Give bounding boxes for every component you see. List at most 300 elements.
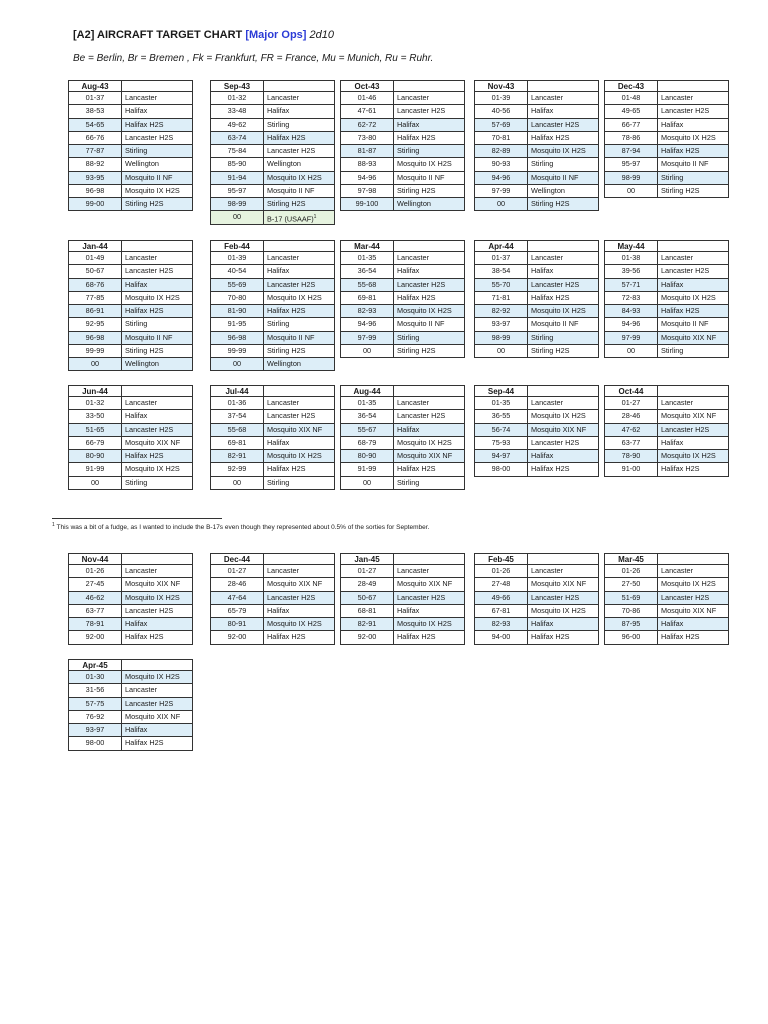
aircraft-cell (394, 332, 464, 344)
month-table-header (68, 240, 193, 252)
table-row (68, 477, 193, 490)
aircraft-cell (122, 565, 192, 577)
aircraft-name: Halifax (397, 605, 420, 615)
aircraft-cell (264, 292, 334, 304)
dice-range: 01-37 (69, 92, 122, 104)
aircraft-cell (264, 578, 334, 590)
table-row (68, 292, 193, 305)
table-row (474, 198, 599, 211)
table-row (474, 172, 599, 185)
month-table-header (68, 553, 193, 565)
table-row (68, 185, 193, 198)
aircraft-name: Lancaster H2S (531, 437, 580, 447)
month-label: Apr-45 (69, 660, 122, 670)
month-label: Mar-45 (605, 554, 658, 564)
aircraft-name: Lancaster (125, 685, 158, 695)
table-row (340, 279, 465, 292)
aircraft-name: Lancaster H2S (661, 266, 710, 276)
aircraft-name: Stirling (267, 319, 290, 329)
dice-range: 00 (69, 477, 122, 489)
aircraft-cell (122, 463, 192, 475)
dice-range: 47-61 (341, 105, 394, 117)
aircraft-name: Lancaster H2S (125, 266, 174, 276)
table-row (604, 265, 729, 278)
aircraft-name: Mosquito XIX NF (125, 711, 181, 721)
table-row (604, 105, 729, 118)
aircraft-cell (122, 119, 192, 131)
dice-range: 69-81 (211, 437, 264, 449)
aircraft-name: Lancaster (531, 253, 564, 262)
dice-range: 50-67 (69, 265, 122, 277)
header-blank (264, 554, 334, 564)
aircraft-cell (122, 437, 192, 449)
table-row (68, 437, 193, 450)
month-table (68, 659, 193, 751)
month-label: Aug-43 (69, 81, 122, 91)
aircraft-cell (122, 265, 192, 277)
footnote (52, 522, 429, 531)
aircraft-cell (658, 424, 728, 436)
dice-range: 40-56 (475, 105, 528, 117)
dice-range: 01-39 (475, 92, 528, 104)
table-row (474, 463, 599, 476)
aircraft-name: Lancaster H2S (125, 424, 174, 434)
dice-range: 01-27 (341, 565, 394, 577)
aircraft-cell (528, 198, 598, 210)
dice-range: 01-38 (605, 252, 658, 264)
dice-range: 55-69 (211, 279, 264, 291)
aircraft-cell (264, 358, 334, 370)
aircraft-cell (264, 211, 334, 223)
aircraft-name: Stirling H2S (267, 345, 306, 355)
aircraft-name: Lancaster H2S (397, 411, 446, 421)
dice-range: 27-45 (69, 578, 122, 590)
aircraft-name: Mosquito XIX NF (397, 579, 453, 589)
aircraft-cell (394, 105, 464, 117)
table-row (210, 592, 335, 605)
aircraft-cell (394, 279, 464, 291)
aircraft-name: Lancaster (267, 253, 300, 262)
table-row (604, 185, 729, 198)
aircraft-name: Halifax H2S (661, 632, 700, 642)
month-table (68, 80, 193, 211)
header-blank (394, 81, 464, 91)
month-table (604, 240, 729, 358)
aircraft-cell (264, 172, 334, 184)
table-row (474, 565, 599, 578)
month-table (340, 553, 465, 645)
month-table-header (340, 385, 465, 397)
table-row (68, 119, 193, 132)
aircraft-name: Lancaster (661, 566, 694, 575)
aircraft-cell (658, 172, 728, 184)
dice-range: 57-69 (475, 119, 528, 131)
dice-range: 49-66 (475, 592, 528, 604)
aircraft-name: Halifax H2S (267, 306, 306, 315)
table-row (340, 592, 465, 605)
aircraft-cell (264, 252, 334, 264)
aircraft-cell (528, 172, 598, 184)
aircraft-cell (658, 158, 728, 170)
table-row (604, 252, 729, 265)
aircraft-name: Lancaster (661, 93, 694, 102)
aircraft-cell (264, 119, 334, 131)
aircraft-name: Halifax (661, 119, 684, 129)
header-blank (264, 241, 334, 251)
aircraft-cell (528, 592, 598, 604)
header-blank (122, 81, 192, 91)
aircraft-name: Mosquito IX H2S (267, 292, 322, 302)
aircraft-cell (658, 292, 728, 304)
month-table (604, 80, 729, 198)
table-row (210, 578, 335, 591)
dice-range: 68-81 (341, 605, 394, 617)
table-row (340, 265, 465, 278)
aircraft-cell (528, 565, 598, 577)
table-row (210, 265, 335, 278)
aircraft-cell (264, 605, 334, 617)
table-row (604, 92, 729, 105)
dice-range: 78-86 (605, 132, 658, 144)
dice-range: 00 (211, 211, 264, 223)
month-table (210, 385, 335, 490)
aircraft-name: Wellington (125, 359, 159, 368)
table-row (604, 119, 729, 132)
table-row (210, 305, 335, 318)
dice-range: 81-87 (341, 145, 394, 157)
aircraft-cell (528, 279, 598, 291)
aircraft-cell (658, 265, 728, 277)
month-table (340, 385, 465, 490)
table-row (68, 105, 193, 118)
dice-range: 49-65 (605, 105, 658, 117)
aircraft-name: Halifax (397, 266, 420, 276)
aircraft-cell (658, 450, 728, 462)
dice-range: 87-95 (605, 618, 658, 630)
dice-range: 91-95 (211, 318, 264, 330)
table-row (68, 592, 193, 605)
aircraft-name: Halifax H2S (397, 632, 436, 642)
aircraft-cell (264, 345, 334, 357)
month-table-header (68, 385, 193, 397)
aircraft-name: Mosquito IX H2S (531, 146, 586, 155)
month-table (474, 553, 599, 645)
aircraft-cell (122, 477, 192, 489)
aircraft-cell (658, 410, 728, 422)
aircraft-name: Stirling (397, 477, 420, 487)
aircraft-name: Halifax (531, 106, 554, 116)
dice-range: 01-35 (475, 397, 528, 409)
aircraft-cell (658, 578, 728, 590)
aircraft-name: Mosquito XIX NF (125, 437, 181, 447)
aircraft-cell (264, 631, 334, 643)
month-table-header (340, 553, 465, 565)
table-row (68, 358, 193, 371)
aircraft-name: Mosquito IX H2S (267, 451, 322, 460)
dice-range: 82-91 (341, 618, 394, 630)
aircraft-name: Lancaster (531, 398, 564, 407)
table-row (68, 605, 193, 618)
aircraft-cell (264, 158, 334, 170)
table-row (604, 618, 729, 631)
aircraft-name: Halifax (267, 605, 290, 615)
aircraft-cell (528, 92, 598, 104)
aircraft-name: Halifax H2S (125, 119, 164, 129)
aircraft-cell (264, 410, 334, 422)
aircraft-name: Lancaster H2S (531, 592, 580, 602)
month-table-header (474, 80, 599, 92)
table-row (340, 305, 465, 318)
dice-range: 94-96 (341, 318, 394, 330)
dice-range: 00 (475, 198, 528, 210)
dice-range: 36-54 (341, 265, 394, 277)
table-row (68, 305, 193, 318)
aircraft-cell (394, 318, 464, 330)
aircraft-name: Mosquito XIX NF (267, 579, 323, 589)
table-row (474, 185, 599, 198)
dice-range: 97-99 (605, 332, 658, 344)
dice-range: 55-68 (211, 424, 264, 436)
aircraft-cell (528, 631, 598, 643)
dice-range: 88-92 (69, 158, 122, 170)
aircraft-cell (528, 463, 598, 475)
aircraft-name: Mosquito IX H2S (531, 306, 586, 315)
dice-range: 63-77 (605, 437, 658, 449)
aircraft-name: Wellington (267, 359, 301, 368)
aircraft-cell (394, 578, 464, 590)
header-blank (658, 81, 728, 91)
header-blank (394, 554, 464, 564)
dice-range: 77-85 (69, 292, 122, 304)
aircraft-name: Mosquito IX H2S (125, 672, 180, 681)
aircraft-name: Stirling (125, 319, 148, 329)
table-row (604, 132, 729, 145)
dice-range: 01-37 (475, 252, 528, 264)
aircraft-cell (264, 185, 334, 197)
table-row (604, 631, 729, 644)
aircraft-name: Wellington (397, 199, 431, 208)
dice-range: 92-99 (211, 463, 264, 475)
dice-range: 73-80 (341, 132, 394, 144)
aircraft-cell (264, 618, 334, 630)
aircraft-name: Stirling H2S (661, 185, 700, 195)
aircraft-name: Mosquito IX H2S (531, 411, 586, 421)
aircraft-cell (122, 605, 192, 617)
aircraft-cell (528, 292, 598, 304)
dice-range: 96-98 (69, 332, 122, 344)
aircraft-name: Lancaster (267, 93, 300, 102)
aircraft-cell (528, 265, 598, 277)
aircraft-cell (394, 410, 464, 422)
aircraft-cell (122, 252, 192, 264)
dice-range: 01-35 (341, 252, 394, 264)
month-label: Jan-44 (69, 241, 122, 251)
header-blank (122, 386, 192, 396)
aircraft-cell (658, 132, 728, 144)
table-row (604, 145, 729, 158)
aircraft-cell (122, 172, 192, 184)
aircraft-name: Lancaster (267, 398, 300, 407)
aircraft-name: Lancaster (267, 566, 300, 575)
aircraft-name: Stirling (125, 146, 148, 155)
month-label: Oct-43 (341, 81, 394, 91)
table-row (210, 565, 335, 578)
header-blank (528, 554, 598, 564)
aircraft-name: Mosquito II NF (125, 332, 173, 342)
table-row (68, 724, 193, 737)
aircraft-cell (122, 345, 192, 357)
aircraft-name: Lancaster H2S (125, 132, 174, 142)
dice-range: 75-93 (475, 437, 528, 449)
aircraft-cell (528, 605, 598, 617)
dice-range: 80-90 (69, 450, 122, 462)
aircraft-name: Halifax (661, 437, 684, 447)
table-row (474, 145, 599, 158)
dice-range: 28-46 (605, 410, 658, 422)
aircraft-cell (658, 185, 728, 197)
table-row (474, 592, 599, 605)
dice-range: 01-36 (211, 397, 264, 409)
aircraft-name: Halifax (397, 424, 420, 434)
table-row (210, 198, 335, 211)
table-row (474, 450, 599, 463)
aircraft-name: Lancaster H2S (267, 279, 316, 289)
aircraft-name: Stirling H2S (397, 345, 436, 355)
aircraft-name: Halifax H2S (397, 292, 436, 302)
table-row (340, 463, 465, 476)
footnote-reference: 1 (313, 214, 317, 221)
aircraft-name: Mosquito IX H2S (397, 306, 452, 315)
aircraft-cell (264, 305, 334, 317)
table-row (474, 605, 599, 618)
aircraft-name: Halifax (125, 411, 148, 421)
table-row (210, 92, 335, 105)
aircraft-cell (394, 305, 464, 317)
dice-range: 54-65 (69, 119, 122, 131)
table-row (340, 410, 465, 423)
dice-range: 94-96 (605, 318, 658, 330)
aircraft-cell (658, 332, 728, 344)
aircraft-name: Halifax H2S (125, 632, 164, 642)
dice-range: 92-00 (341, 631, 394, 643)
dice-range: 66-77 (605, 119, 658, 131)
dice-range: 55-70 (475, 279, 528, 291)
month-label: Dec-44 (211, 554, 264, 564)
aircraft-name: B-17 (USAAF) (267, 214, 314, 224)
dice-range: 88-93 (341, 158, 394, 170)
table-row (604, 158, 729, 171)
table-row (604, 463, 729, 476)
dice-range: 92-00 (69, 631, 122, 643)
aircraft-cell (122, 724, 192, 736)
aircraft-name: Mosquito II NF (661, 319, 709, 329)
aircraft-cell (264, 565, 334, 577)
table-row (210, 358, 335, 371)
aircraft-name: Mosquito IX H2S (661, 451, 716, 460)
table-row (604, 318, 729, 331)
dice-range: 00 (69, 358, 122, 370)
table-row (604, 437, 729, 450)
month-table-header (474, 553, 599, 565)
table-row (210, 105, 335, 118)
header-blank (658, 554, 728, 564)
aircraft-cell (122, 292, 192, 304)
month-table (604, 553, 729, 645)
table-row (68, 158, 193, 171)
aircraft-cell (528, 252, 598, 264)
dice-range: 27-48 (475, 578, 528, 590)
dice-range: 94-97 (475, 450, 528, 462)
aircraft-name: Stirling (267, 119, 290, 129)
aircraft-cell (122, 92, 192, 104)
aircraft-name: Halifax H2S (531, 292, 570, 302)
month-table-header (210, 385, 335, 397)
month-table-header (474, 385, 599, 397)
aircraft-cell (658, 397, 728, 409)
table-row (68, 92, 193, 105)
table-row (210, 397, 335, 410)
dice-range: 97-98 (341, 185, 394, 197)
dice-range: 91-94 (211, 172, 264, 184)
aircraft-name: Halifax (397, 119, 420, 129)
aircraft-name: Halifax H2S (531, 464, 570, 474)
table-row (68, 565, 193, 578)
aircraft-cell (122, 105, 192, 117)
aircraft-name: Mosquito IX H2S (397, 619, 452, 628)
table-row (340, 631, 465, 644)
aircraft-cell (122, 711, 192, 723)
dice-range: 51-65 (69, 424, 122, 436)
month-label: Jun-44 (69, 386, 122, 396)
dice-range: 01-32 (211, 92, 264, 104)
aircraft-name: Stirling H2S (125, 345, 164, 355)
dice-range: 01-30 (69, 671, 122, 683)
table-row (474, 265, 599, 278)
dice-range: 01-46 (341, 92, 394, 104)
dice-range: 28-49 (341, 578, 394, 590)
table-row (68, 172, 193, 185)
aircraft-cell (122, 158, 192, 170)
footnote-text: This was a bit of a fudge, as I wanted to include the B-17s even though they represented about 0.5% of the sorties for September. (56, 524, 430, 532)
table-row (68, 424, 193, 437)
aircraft-cell (264, 265, 334, 277)
aircraft-name: Halifax (267, 437, 290, 447)
aircraft-cell (122, 198, 192, 210)
aircraft-name: Mosquito XIX NF (267, 424, 323, 434)
table-row (340, 578, 465, 591)
aircraft-cell (528, 145, 598, 157)
aircraft-name: Lancaster H2S (397, 279, 446, 289)
dice-range: 63-74 (211, 132, 264, 144)
aircraft-cell (394, 565, 464, 577)
dice-range: 36-54 (341, 410, 394, 422)
table-row (604, 172, 729, 185)
table-row (474, 158, 599, 171)
aircraft-name: Lancaster H2S (397, 592, 446, 602)
table-row (340, 105, 465, 118)
aircraft-name: Mosquito IX H2S (125, 464, 180, 474)
aircraft-name: Lancaster H2S (661, 424, 710, 434)
dice-range: 80-90 (341, 450, 394, 462)
dice-range: 70-81 (475, 132, 528, 144)
table-row (210, 410, 335, 423)
table-row (68, 252, 193, 265)
month-table-header (604, 80, 729, 92)
aircraft-name: Stirling (397, 146, 420, 155)
dice-range: 81-90 (211, 305, 264, 317)
aircraft-name: Halifax H2S (267, 632, 306, 642)
dice-range: 72-83 (605, 292, 658, 304)
